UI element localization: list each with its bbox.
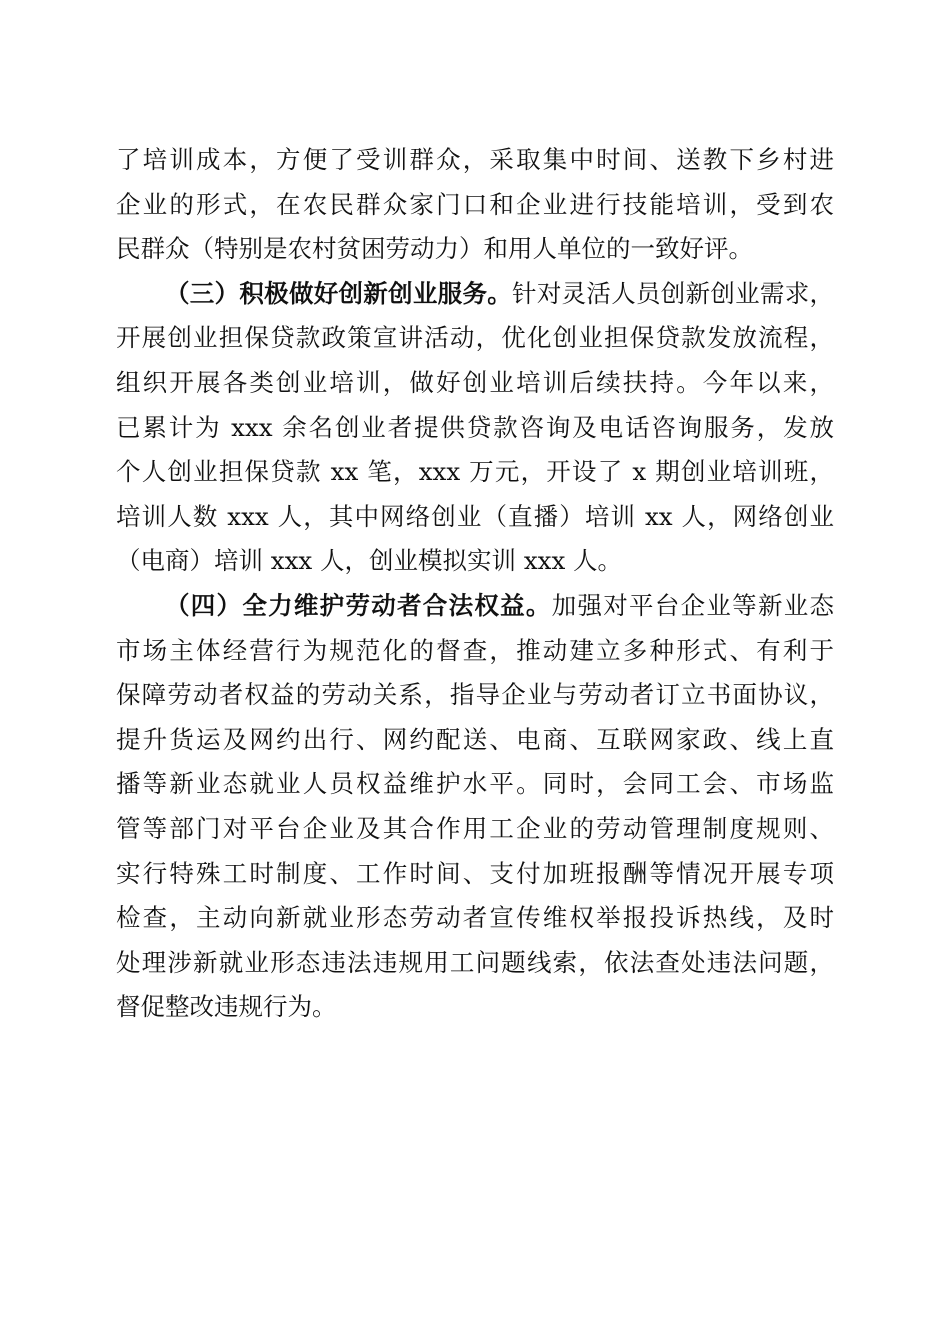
paragraph-entrepreneurship-service <box>116 272 834 584</box>
section-heading-3: （三）积极做好创新创业服务。 <box>165 278 513 308</box>
text-line: 市场主体经营行为规范化的督查，推动建立多种形式、有利于 <box>116 635 834 665</box>
text-line: 培训人数 xxx 人，其中网络创业（直播）培训 xx 人，网络创业 <box>116 501 834 531</box>
text-line: 提升货运及网约出行、网约配送、电商、互联网家政、线上直 <box>116 724 834 754</box>
text-line: 组织开展各类创业培训，做好创业培训后续扶持。今年以来， <box>116 367 834 397</box>
paragraph-first-line <box>116 584 834 629</box>
text-line: 播等新业态就业人员权益维护水平。同时，会同工会、市场监 <box>116 769 834 799</box>
text-line: 已累计为 xxx 余名创业者提供贷款咨询及电话咨询服务，发放 <box>116 412 834 442</box>
text-line: 个人创业担保贷款 xx 笔，xxx 万元，开设了 x 期创业培训班， <box>116 457 834 487</box>
text-run: 加强对平台企业等新业态 <box>551 590 835 620</box>
text-line: 保障劳动者权益的劳动关系，指导企业与劳动者订立书面协议， <box>116 680 834 710</box>
paragraph-worker-rights <box>116 584 834 1030</box>
text-line: 处理涉新就业形态违法违规用工问题线索，依法查处违法问题， <box>116 947 834 977</box>
text-line: 企业的形式，在农民群众家门口和企业进行技能培训，受到农 <box>116 189 834 219</box>
text-line: 管等部门对平台企业及其合作用工企业的劳动管理制度规则、 <box>116 813 834 843</box>
section-heading-4: （四）全力维护劳动者合法权益。 <box>165 590 552 620</box>
document-page <box>116 138 834 1030</box>
text-line: 实行特殊工时制度、工作时间、支付加班报酬等情况开展专项 <box>116 858 834 888</box>
text-line: 督促整改违规行为。 <box>116 992 337 1022</box>
paragraph-training-cost <box>116 138 834 272</box>
paragraph-first-line <box>116 272 834 317</box>
text-line: （电商）培训 xxx 人，创业模拟实训 xxx 人。 <box>116 546 623 576</box>
text-line: 了培训成本，方便了受训群众，采取集中时间、送教下乡村进 <box>116 145 834 174</box>
text-line: 民群众（特别是农村贫困劳动力）和用人单位的一致好评。 <box>116 234 753 264</box>
text-line: 开展创业担保贷款政策宣讲活动，优化创业担保贷款发放流程， <box>116 323 834 353</box>
text-line: 检查，主动向新就业形态劳动者宣传维权举报投诉热线，及时 <box>116 903 834 933</box>
text-run: 针对灵活人员创新创业需求， <box>512 278 835 308</box>
